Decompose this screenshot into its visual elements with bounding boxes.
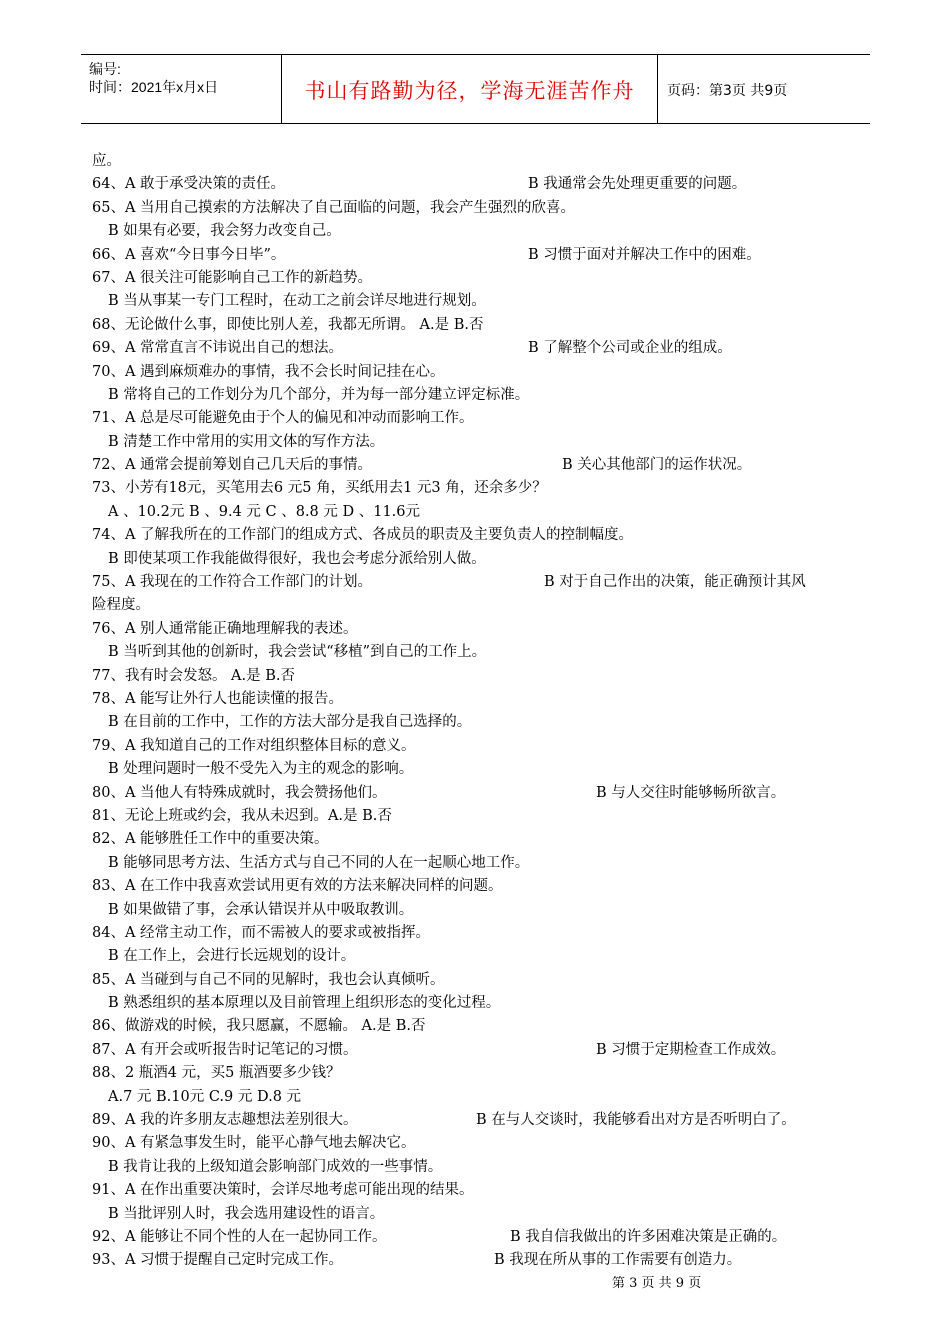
line-text-a: 85、A 当碰到与自己不同的见解时，我也会认真倾听。 [92, 971, 445, 988]
line-text-a: 84、A 经常主动工作，而不需被人的要求或被指挥。 [92, 924, 431, 941]
line-text-a: 应。 [92, 153, 121, 169]
line-text-a: 77、我有时会发怒。 A.是 B.否 [92, 667, 296, 684]
line-text-b: B 了解整个公司或企业的组成。 [528, 340, 732, 357]
line-text-a: 70、A 遇到麻烦难办的事情，我不会长时间记挂在心。 [92, 363, 445, 380]
line-text-a: 74、A 了解我所在的工作部门的组成方式、各成员的职责及主要负责人的控制幅度。 [92, 527, 634, 544]
question-line [92, 641, 872, 664]
line-text-a: 险程度。 [92, 597, 150, 614]
line-text-b: B 我现在所从事的工作需要有创造力。 [494, 1252, 742, 1269]
line-text-a: 66、A 喜欢“今日事今日毕”。 [92, 246, 286, 263]
question-line [92, 361, 872, 384]
question-line [92, 1203, 872, 1226]
line-text-a: 86、做游戏的时候，我只愿赢，不愿输。 A.是 B.否 [92, 1018, 426, 1035]
question-line [92, 1132, 872, 1155]
line-text-a: B 当听到其他的创新时，我会尝试“移植”到自己的工作上。 [108, 644, 487, 661]
line-text-b: B 习惯于定期检查工作成效。 [596, 1041, 786, 1058]
question-line [92, 1179, 872, 1202]
line-text-a: B 如果有必要，我会努力改变自己。 [108, 223, 341, 240]
question-line [92, 1062, 872, 1085]
question-line [92, 735, 872, 758]
question-line [92, 805, 872, 828]
line-text-a: B 即使某项工作我能做得很好，我也会考虑分派给别人做。 [108, 550, 486, 567]
question-line [92, 852, 872, 875]
line-text-a: 78、A 能写让外行人也能读懂的报告。 [92, 690, 344, 707]
line-text-a: B 我肯让我的上级知道会影响部门成效的一些事情。 [108, 1158, 443, 1175]
line-text-a: B 在工作上，会进行长远规划的设计。 [108, 948, 356, 965]
question-line [92, 477, 872, 500]
question-line [92, 548, 872, 571]
line-text-a: 90、A 有紧急事发生时，能平心静气地去解决它。 [92, 1135, 416, 1152]
question-line [92, 875, 872, 898]
line-text-a: 69、A 常常直言不讳说出自己的想法。 [92, 340, 344, 357]
question-line [92, 945, 872, 968]
question-line [92, 922, 872, 945]
question-line [92, 1039, 872, 1062]
question-line [92, 899, 872, 922]
line-text-b: B 在与人交谈时，我能够看出对方是否听明白了。 [476, 1112, 796, 1129]
line-text-a: B 熟悉组织的基本原理以及目前管理上组织形态的变化过程。 [108, 995, 501, 1012]
line-text-b: B 对于自己作出的决策，能正确预计其风 [544, 574, 806, 591]
question-line [92, 1109, 872, 1132]
question-line [92, 267, 872, 290]
header-meta [81, 55, 281, 123]
question-line [92, 197, 872, 220]
line-text-a: B 常将自己的工作划分为几个部分，并为每一部分建立评定标准。 [108, 386, 530, 403]
question-line [92, 173, 872, 196]
line-text-a: 79、A 我知道自己的工作对组织整体目标的意义。 [92, 737, 416, 754]
question-line [92, 407, 872, 430]
line-text-a: 83、A 在工作中我喜欢尝试用更有效的方法来解决同样的问题。 [92, 878, 503, 895]
question-line [92, 594, 872, 617]
question-line [92, 1249, 872, 1272]
question-line [92, 828, 872, 851]
line-text-a: 71、A 总是尽可能避免由于个人的偏见和冲动而影响工作。 [92, 410, 474, 427]
line-text-a: B 处理问题时一般不受先入为主的观念的影响。 [108, 761, 414, 778]
line-text-a: 87、A 有开会或听报告时记笔记的习惯。 [92, 1041, 358, 1058]
question-line [92, 290, 872, 313]
line-text-a: 81、无论上班或约会，我从未迟到。A.是 B.否 [92, 807, 392, 824]
line-text-a: B 在目前的工作中，工作的方法大部分是我自己选择的。 [108, 714, 472, 731]
question-line [92, 454, 872, 477]
line-text-a: 64、A 敢于承受决策的责任。 [92, 176, 286, 193]
time-label: 时间：2021年x月x日 [89, 79, 219, 95]
question-line [92, 1226, 872, 1249]
question-line [92, 220, 872, 243]
line-text-a: B 能够同思考方法、生活方式与自己不同的人在一起顺心地工作。 [108, 854, 530, 871]
number-label: 编号: [89, 61, 121, 77]
question-line [92, 758, 872, 781]
page-info: 页码：第3页 共9页 [667, 83, 788, 99]
page-header [81, 54, 870, 124]
question-line [92, 314, 872, 337]
line-text-a: A.7 元 B.10元 C.9 元 D.8 元 [108, 1088, 302, 1105]
question-line [92, 1015, 872, 1038]
line-text-a: 89、A 我的许多朋友志趣想法差别很大。 [92, 1112, 358, 1129]
line-text-a: A 、10.2元 B 、9.4 元 C 、8.8 元 D 、11.6元 [108, 503, 421, 520]
question-line [92, 711, 872, 734]
line-text-a: 91、A 在作出重要决策时，会详尽地考虑可能出现的结果。 [92, 1182, 474, 1199]
line-text-a: 72、A 通常会提前筹划自己几天后的事情。 [92, 457, 373, 474]
line-text-a: 75、A 我现在的工作符合工作部门的计划。 [92, 574, 373, 591]
question-line [92, 571, 872, 594]
line-text-a: 80、A 当他人有特殊成就时，我会赞扬他们。 [92, 784, 387, 801]
header-motto-cell [281, 55, 658, 123]
line-text-b: B 我通常会先处理更重要的问题。 [528, 176, 747, 193]
question-line [92, 150, 872, 173]
line-text-a: B 当从事某一专门工程时，在动工之前会详尽地进行规划。 [108, 293, 486, 310]
question-line [92, 1156, 872, 1179]
line-text-a: 68、无论做什么事，即使比别人差，我都无所谓。 A.是 B.否 [92, 316, 484, 333]
question-line [92, 501, 872, 524]
question-line [92, 431, 872, 454]
line-text-a: B 当批评别人时，我会选用建设性的语言。 [108, 1205, 385, 1222]
line-text-a: 67、A 很关注可能影响自己工作的新趋势。 [92, 269, 373, 286]
line-text-b: B 我自信我做出的许多困难决策是正确的。 [510, 1228, 787, 1245]
question-line [92, 1086, 872, 1109]
line-text-a: 88、2 瓶酒4 元，买5 瓶酒要多少钱？ [92, 1065, 341, 1082]
line-text-b: B 关心其他部门的运作状况。 [562, 457, 752, 474]
line-text-a: 92、A 能够让不同个性的人在一起协同工作。 [92, 1228, 387, 1245]
question-line [92, 244, 872, 267]
question-line [92, 688, 872, 711]
motto-text: 书山有路勤为径，学海无涯苦作舟 [304, 79, 635, 103]
question-line [92, 992, 872, 1015]
question-list [92, 150, 872, 1273]
question-line [92, 524, 872, 547]
line-text-a: B 清楚工作中常用的实用文体的写作方法。 [108, 433, 385, 450]
question-line [92, 618, 872, 641]
line-text-a: 82、A 能够胜任工作中的重要决策。 [92, 831, 329, 848]
question-line [92, 969, 872, 992]
line-text-b: B 与人交往时能够畅所欲言。 [596, 784, 786, 801]
question-line [92, 337, 872, 360]
header-page-cell [657, 55, 870, 123]
line-text-a: 93、A 习惯于提醒自己定时完成工作。 [92, 1252, 344, 1269]
question-line [92, 782, 872, 805]
line-text-a: B 如果做错了事，会承认错误并从中吸取教训。 [108, 901, 414, 918]
line-text-b: B 习惯于面对并解决工作中的困难。 [528, 246, 761, 263]
question-line [92, 665, 872, 688]
page-footer: 第 3 页 共 9 页 [612, 1276, 702, 1291]
line-text-a: 65、A 当用自己摸索的方法解决了自己面临的问题，我会产生强烈的欣喜。 [92, 199, 576, 216]
line-text-a: 76、A 别人通常能正确地理解我的表述。 [92, 620, 358, 637]
line-text-a: 73、小芳有18元，买笔用去6 元5 角，买纸用去1 元3 角，还余多少？ [92, 480, 547, 497]
question-line [92, 384, 872, 407]
